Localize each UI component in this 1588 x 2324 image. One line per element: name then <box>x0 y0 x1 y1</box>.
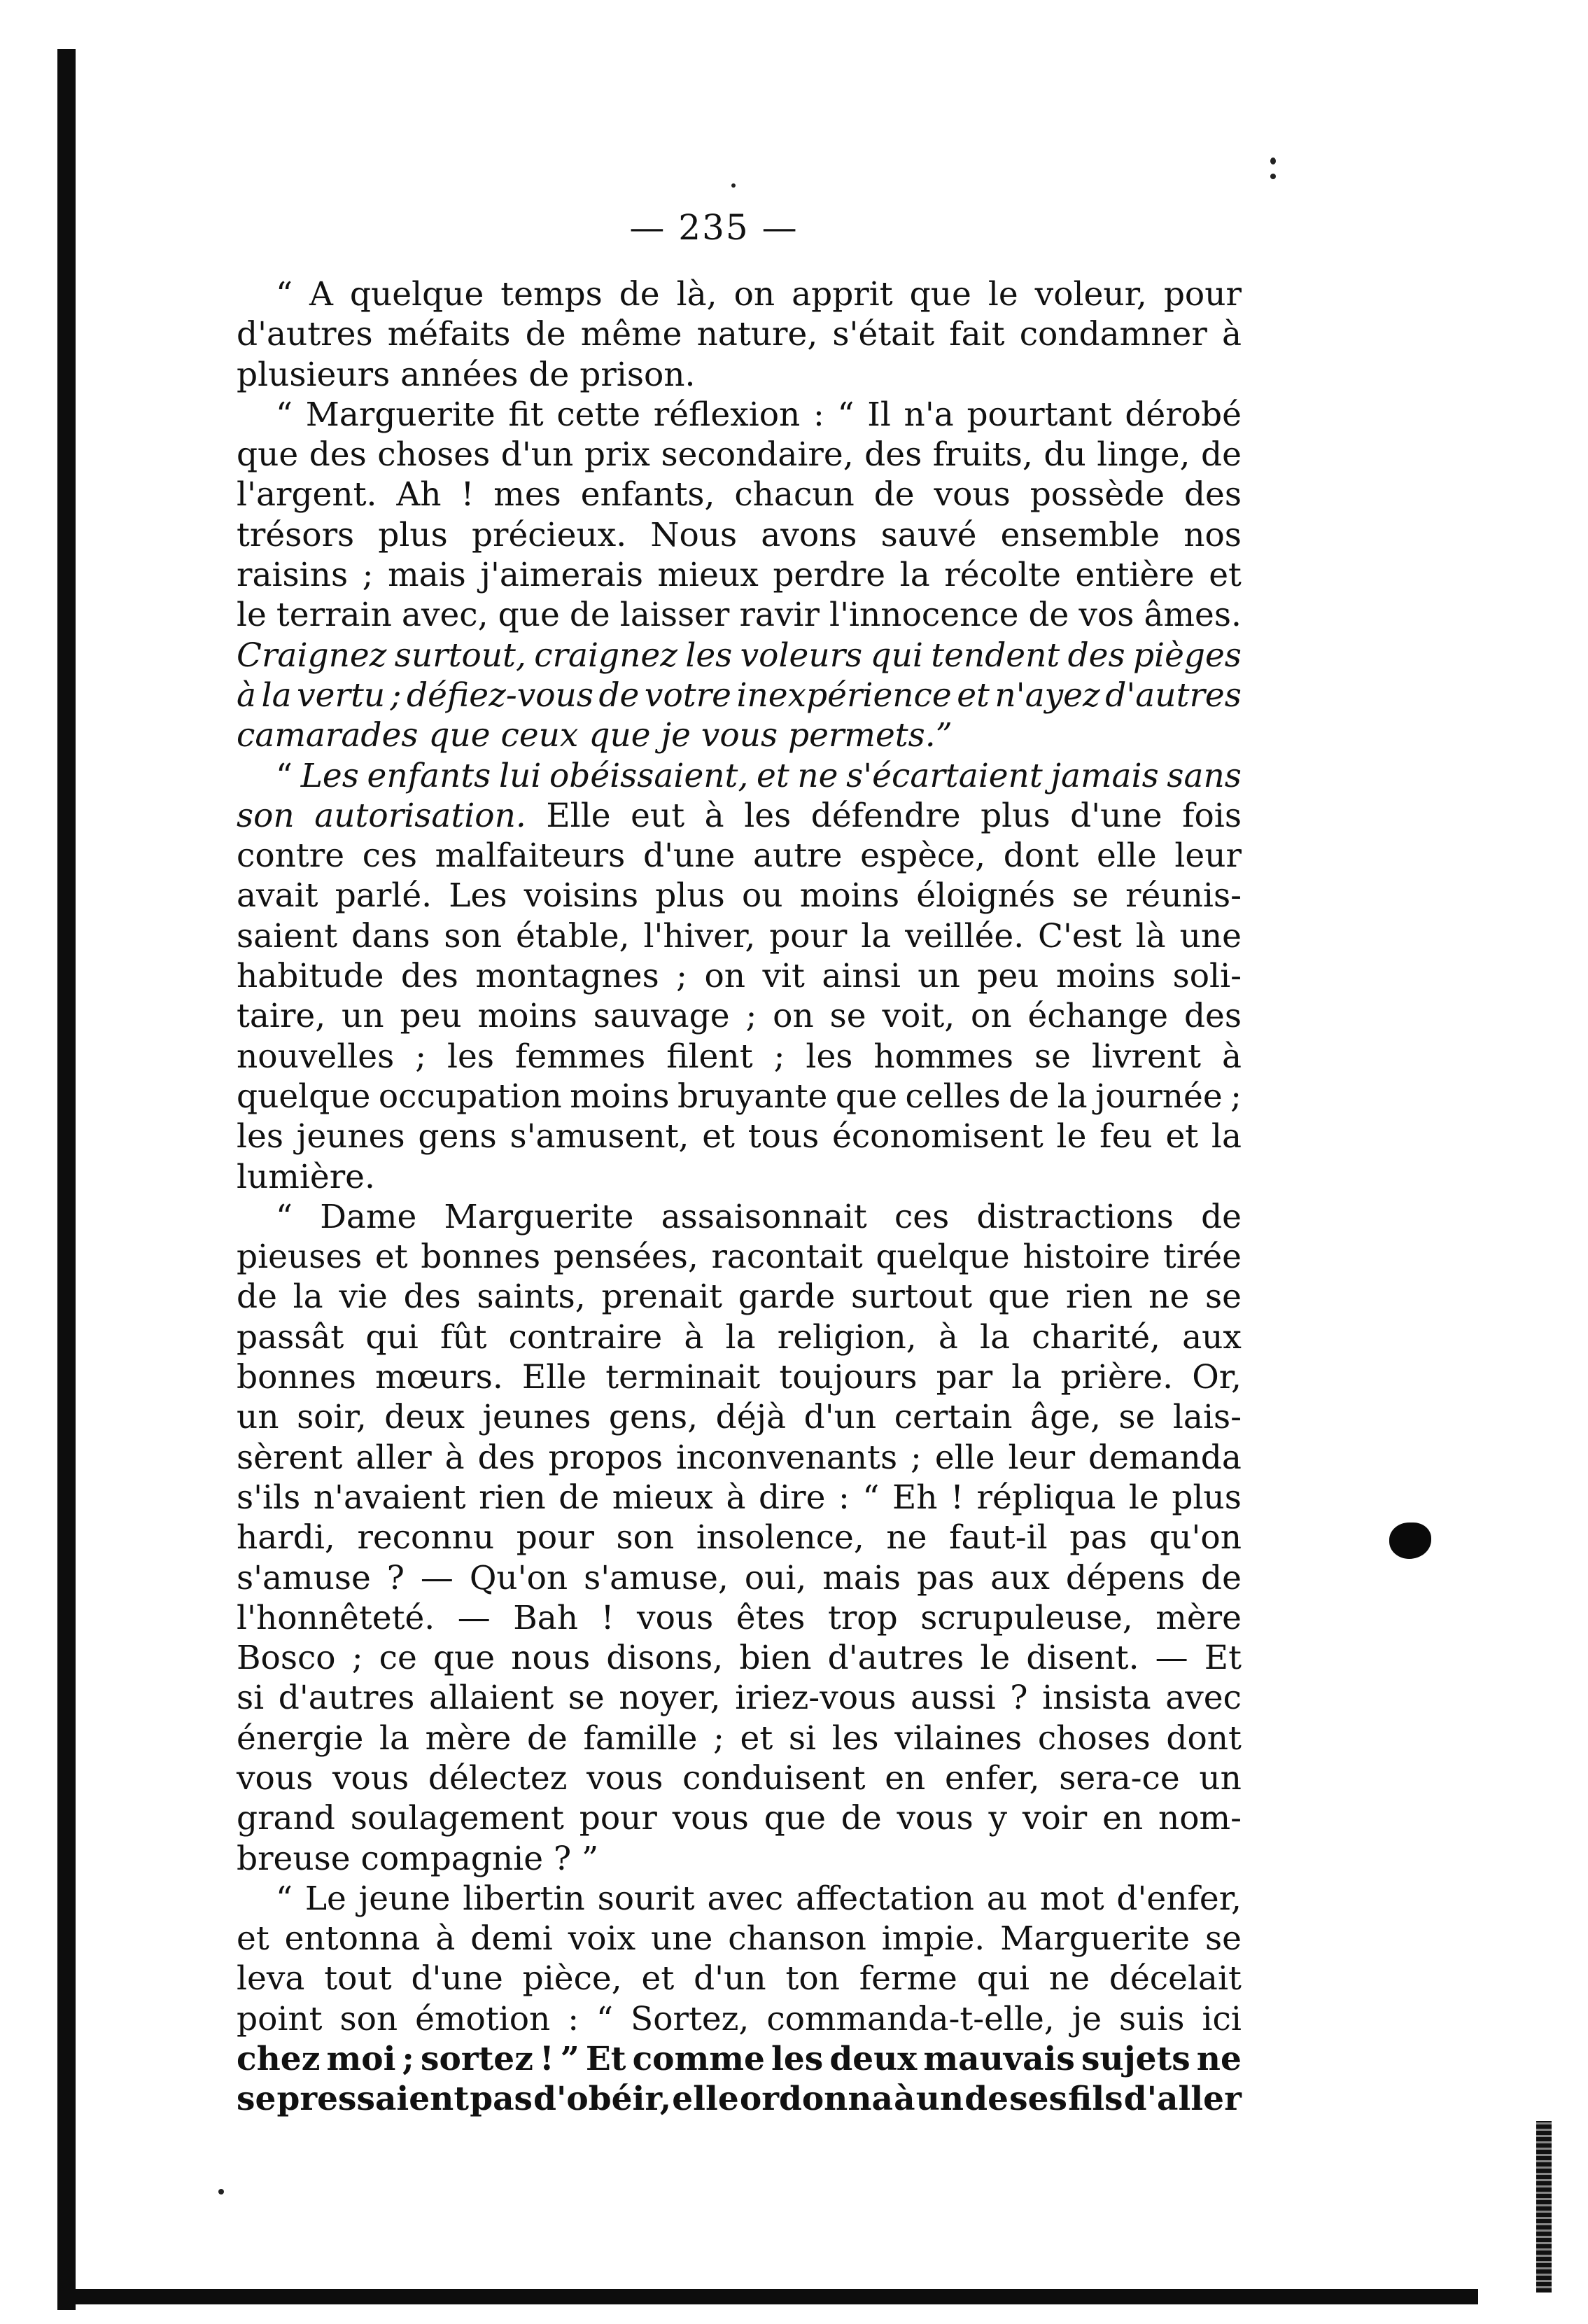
text-line: à la vertu ; défiez-vous de votre inexpérience et n'ayez d'autres <box>237 676 1242 715</box>
scan-border-left <box>57 49 76 2310</box>
text-line: trésors plus précieux. Nous avons sauvé ensemble nos <box>237 515 1242 554</box>
text-line: “ A quelque temps de là, on apprit que le voleur, pour <box>276 275 1242 314</box>
text-line: habitude des montagnes ; on vit ainsi un peu moins soli- <box>237 957 1242 996</box>
text-line: s'amuse ? — Qu'on s'amuse, oui, mais pas aux dépens de <box>237 1558 1242 1597</box>
text-line: Craignez surtout, craignez les voleurs qui tendent des pièges <box>237 636 1242 675</box>
text-line: plusieurs années de prison. <box>237 355 696 394</box>
text-line: sèrent aller à des propos inconvenants ; elle leur demanda <box>237 1438 1242 1477</box>
text-line: nouvelles ; les femmes filent ; les hommes se livrent à <box>237 1037 1242 1076</box>
ink-blot <box>1389 1522 1431 1559</box>
text-line: les jeunes gens s'amusent, et tous économisent le feu et la <box>237 1117 1242 1156</box>
text-line: camarades que ceux que je vous permets.” <box>237 716 953 755</box>
scan-border-bottom <box>57 2289 1478 2304</box>
ink-speck <box>218 2189 224 2194</box>
page-number: — 235 — <box>629 207 799 248</box>
text-line: Bosco ; ce que nous disons, bien d'autres le disent. — Et <box>237 1639 1242 1678</box>
text-line: “ Marguerite fit cette réflexion : “ Il n'a pourtant dérobé <box>276 395 1242 434</box>
text-line: grand soulagement pour vous que de vous y voir en nom- <box>237 1799 1242 1838</box>
text-line: d'autres méfaits de même nature, s'était fait condamner à <box>237 315 1242 354</box>
body-text <box>237 274 1242 2120</box>
text-line: l'honnêteté. — Bah ! vous êtes trop scrupuleuse, mère <box>237 1598 1242 1637</box>
text-line: “ Dame Marguerite assaisonnait ces distractions de <box>276 1197 1242 1236</box>
text-line: taire, un peu moins sauvage ; on se voit, on échange des <box>237 997 1242 1036</box>
text-line: hardi, reconnu pour son insolence, ne faut-il pas qu'on <box>237 1518 1242 1558</box>
text-line: “ Le jeune libertin sourit avec affectation au mot d'enfer, <box>276 1879 1242 1918</box>
text-line: énergie la mère de famille ; et si les vilaines choses dont <box>237 1718 1242 1758</box>
ink-speck <box>1270 174 1276 179</box>
ink-speck <box>731 183 736 188</box>
text-line: vous vous délectez vous conduisent en enfer, sera-ce un <box>237 1758 1242 1798</box>
text-line: chez moi ; sortez ! ” Et comme les deux mauvais sujets ne <box>237 2040 1242 2079</box>
text-line: saient dans son étable, l'hiver, pour la veillée. C'est là une <box>237 916 1242 955</box>
text-line: raisins ; mais j'aimerais mieux perdre la récolte entière et <box>237 556 1242 595</box>
text-line: point son émotion : “ Sortez, commanda-t-elle, je suis ici <box>237 1999 1242 2038</box>
text-line: breuse compagnie ? ” <box>237 1839 599 1878</box>
text-line: bonnes mœurs. Elle terminait toujours par la prière. Or, <box>237 1358 1242 1397</box>
text-line: et entonna à demi voix une chanson impie. Marguerite se <box>237 1919 1242 1959</box>
scan-edge-noise <box>1536 2121 1552 2292</box>
text-line: de la vie des saints, prenait garde surtout que rien ne se <box>237 1278 1242 1317</box>
text-line: avait parlé. Les voisins plus ou moins éloignés se réunis- <box>237 876 1242 916</box>
text-line: si d'autres allaient se noyer, iriez-vous aussi ? insista avec <box>237 1679 1242 1718</box>
text-line: s'ils n'avaient rien de mieux à dire : “ Eh ! répliqua le plus <box>237 1478 1242 1517</box>
text-line: que des choses d'un prix secondaire, des fruits, du linge, de <box>237 435 1242 475</box>
text-line: le terrain avec, que de laisser ravir l'innocence de vos âmes. <box>237 596 1242 635</box>
text-line: lumière. <box>237 1157 375 1196</box>
text-line: se pressaient pas d'obéir, elle ordonna à un de ses fils d'aller <box>237 2080 1242 2119</box>
text-line: passât qui fût contraire à la religion, à la charité, aux <box>237 1317 1242 1357</box>
text-line: un soir, deux jeunes gens, déjà d'un certain âge, se lais- <box>237 1398 1242 1437</box>
text-line: l'argent. Ah ! mes enfants, chacun de vous possède des <box>237 475 1242 514</box>
ink-speck <box>1270 158 1276 164</box>
text-line: leva tout d'une pièce, et d'un ton ferme qui ne décelait <box>237 1959 1242 1998</box>
text-line: son autorisation. Elle eut à les défendre plus d'une fois <box>237 796 1242 835</box>
text-line: contre ces malfaiteurs d'une autre espèce, dont elle leur <box>237 836 1242 876</box>
text-line: pieuses et bonnes pensées, racontait quelque histoire tirée <box>237 1238 1242 1277</box>
text-line: quelque occupation moins bruyante que celles de la journée ; <box>237 1077 1242 1116</box>
text-line: “ Les enfants lui obéissaient, et ne s'écartaient jamais sans <box>276 756 1242 795</box>
